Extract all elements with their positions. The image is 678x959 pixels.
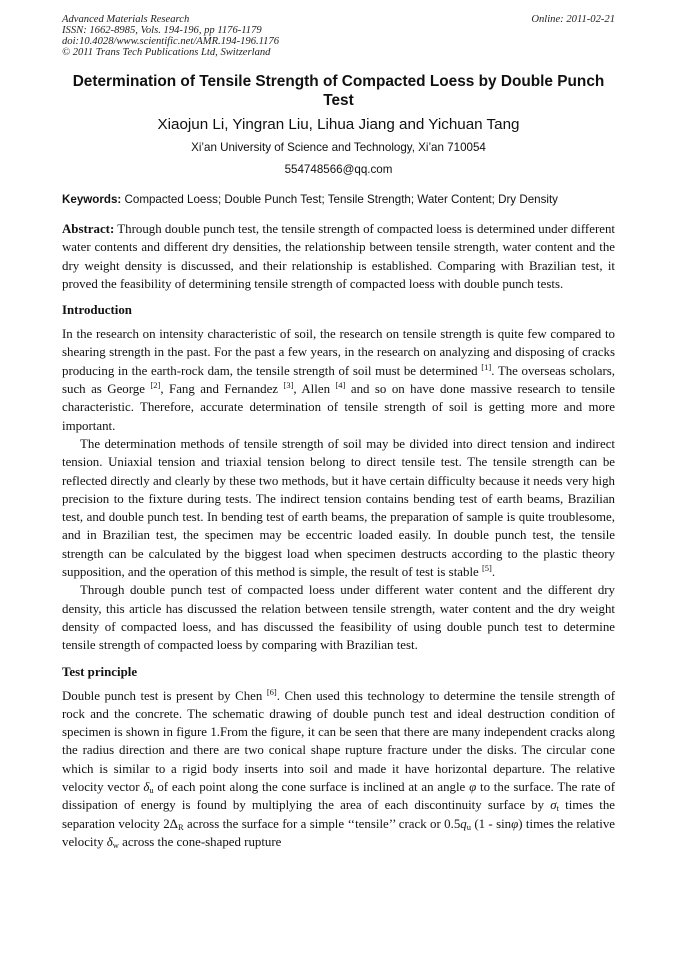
citation-2: [2] [150, 380, 161, 391]
journal-header [62, 14, 615, 58]
abstract-text: Through double punch test, the tensile strength of compacted loess is determined under different water contents and different dry densities, the relationship between tensile strength, water content and the dry weight density is discussed, and their relationship is established. Comparing with Brazilian test, it proved the feasibility of determining tensile strength of compacted loess with double punch tests. [62, 222, 615, 291]
online-date: Online: 2011-02-21 [531, 14, 615, 25]
citation-3: [3] [283, 380, 294, 391]
paper-page [62, 14, 615, 851]
citation-1: [1] [481, 361, 492, 372]
keywords-label: Keywords: [62, 193, 122, 206]
citation-5: [5] [481, 563, 492, 574]
test-principle-paragraph: Double punch test is present by Chen [6]. Chen used this technology to determine the tensile strength of rock and the concrete. The schematic drawing of double punch test and ideal destruction condition of specimen is shown in figure 1.From the figure, it can be seen that there are many independent cracks along the radius direction and there are two conical shape rupture fracture under the disks. The circular cone which is similar to a rigid body inserts into soil and made it have horizontal departure. The relative velocity vector $\delta_u$ of each point along the cone surface is inclined at an angle φ to the surface. The rate of dissipation of energy is found by multiplying the area of each discontinuity surface by $\sigma_t$ times the separation velocity $2\Delta_R$ across the surface for a simple ‘‘tensile’’ crack or $0.5q_u$ (1 - sinφ) times the relative velocity $\delta_w$ across the cone-shaped rupture [62, 686, 616, 850]
issn-line: ISSN: 1662-8985, Vols. 194-196, pp 1176-1179 [62, 25, 262, 36]
paper-title: Determination of Tensile Strength of Compacted Loess by Double Punch Test [72, 73, 605, 109]
citation-6: [6] [266, 686, 277, 697]
intro-paragraph-2: The determination methods of tensile strength of soil may be divided into direct tension and indirect tension. Uniaxial tension and triaxial tension belong to direct tensile test. The tensile strength can be reflected directly and clearly by these two methods, but it have certain difficulty because it needs very high precision to the fixture during tests. The indirect tension contains bending test of earth beams, Brazilian test, and double punch test. In bending test of earth beams, the preparation of sample is quite troublesome, and in Brazilian test, the specimen may be eccentric loaded easily. In double punch test, the tensile strength can be calculated by the biggest load when specimen destructs according to the plastic theory supposition, and the operation of this method is simple, the result of test is stable [5]. [62, 436, 615, 580]
keywords [62, 192, 615, 208]
authors: Xiaojun Li, Yingran Liu, Lihua Jiang and Yichuan Tang [157, 116, 520, 133]
citation-4: [4] [335, 380, 346, 391]
abstract-label: Abstract: [62, 222, 115, 236]
copyright-line: © 2011 Trans Tech Publications Ltd, Switzerland [62, 47, 271, 58]
email: 554748566@qq.com [284, 163, 393, 176]
affiliation: Xi’an University of Science and Technology, Xi’an 710054 [191, 141, 486, 154]
intro-paragraph-1: In the research on intensity characteristic of soil, the research on tensile strength is quite few compared to shearing strength in the past. For the past a few years, in the research on analyzing and disposing of cracks producing in the earth-rock dam, the tensile strength of soil must be determined [1]. The overseas scholars, such as George [2], Fang and Fernandez [3], Allen [4] and so on have done massive research to tensile characteristic. Therefore, accurate determination of tensile strength of soil is getting more and more important. [62, 327, 616, 433]
section-heading-introduction: Introduction [62, 303, 132, 318]
abstract [62, 220, 615, 293]
intro-paragraph-3: Through double punch test of compacted loess under different water content and the different dry density, this article has discussed the relation between tensile strength, water content and the dry weight density of compacted loess, and has discussed the feasibility of using double punch test to determine tensile strength of compacted loess by comparing with Brazilian test. [62, 583, 615, 653]
section-heading-test-principle: Test principle [62, 664, 138, 679]
keywords-text: Compacted Loess; Double Punch Test; Tensile Strength; Water Content; Dry Density [121, 193, 558, 206]
doi-line: doi:10.4028/www.scientific.net/AMR.194-196.1176 [62, 36, 280, 47]
journal-name: Advanced Materials Research [62, 14, 190, 25]
